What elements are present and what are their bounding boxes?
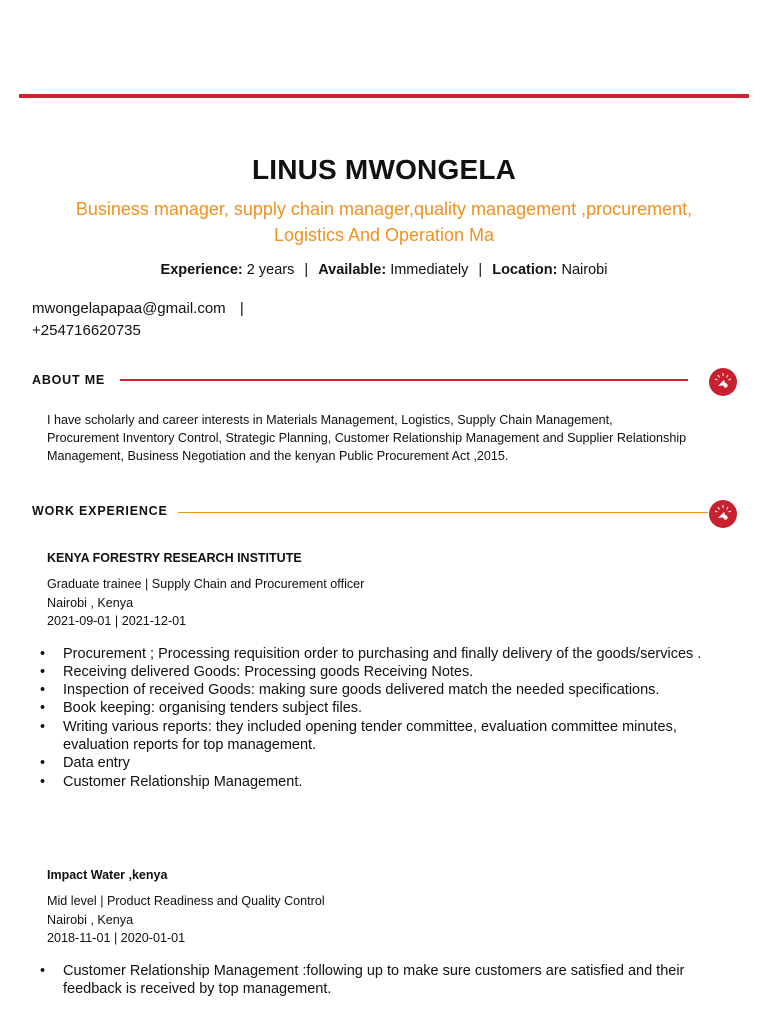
list-item: • Data entry [40, 755, 130, 772]
bullet-text: Customer Relationship Management. [63, 773, 303, 790]
about-divider [120, 379, 688, 381]
location-value: Nairobi [561, 262, 608, 278]
available-label: Available: [318, 262, 387, 278]
about-heading: ABOUT ME [32, 373, 106, 387]
contact-block [32, 298, 244, 342]
email-link[interactable]: mwongelapapaa@gmail.com [32, 300, 226, 317]
job-dates: 2018-11-01 | 2020-01-01 [47, 931, 186, 945]
bullet-text: Inspection of received Goods: making sure goods delivered match the needed specifications. [63, 682, 660, 699]
list-item: • Inspection of received Goods: making sure goods delivered match the needed specifications. [40, 682, 660, 699]
meta-separator: | [478, 262, 483, 278]
company-name: Impact Water ,kenya [47, 868, 168, 882]
meta-separator: | [304, 262, 309, 278]
about-text: I have scholarly and career interests in Materials Management, Logistics, Supply Chain Management, Procurement Inventory Control, Strategic Planning, Customer Relationship Management and Supplier Relationship Management, Business Negotiation and the kenyan Public Procurement Act ,2015. [47, 413, 687, 463]
phone-number[interactable]: +254716620735 [32, 322, 141, 339]
list-item: • Receiving delivered Goods: Processing goods Receiving Notes. [40, 663, 474, 680]
job-responsibilities [40, 645, 707, 791]
job-location: Nairobi , Kenya [47, 912, 134, 927]
section-badge-icon [709, 500, 737, 528]
job-role: Mid level | Product Readiness and Quality Control [47, 894, 325, 908]
bullet-text: Data entry [63, 755, 130, 772]
work-heading: WORK EXPERIENCE [32, 504, 168, 518]
available-value: Immediately [390, 262, 469, 278]
job-location: Nairobi , Kenya [47, 595, 134, 610]
job-entry [40, 868, 707, 998]
list-item: • Book keeping: organising tenders subject files. [40, 700, 363, 717]
section-badge-icon [709, 368, 737, 396]
bullet-text: Procurement ; Processing requisition order to purchasing and finally delivery of the goods/services . [63, 645, 702, 662]
experience-value: 2 years [246, 262, 295, 278]
candidate-summary-line [0, 262, 768, 278]
list-item: • Writing various reports: they included opening tender committee, evaluation committee minutes, evaluation reports for top management. [40, 718, 677, 753]
location-label: Location: [492, 262, 558, 278]
candidate-headline: Business manager, supply chain manager,quality management ,procurement, Logistics And Operation Ma [75, 199, 693, 245]
experience-label: Experience: [160, 262, 243, 278]
candidate-name: LINUS MWONGELA [251, 154, 517, 185]
header-rule [19, 94, 749, 98]
bullet-text: Receiving delivered Goods: Processing goods Receiving Notes. [63, 663, 474, 680]
job-dates: 2021-09-01 | 2021-12-01 [47, 614, 187, 628]
job-role: Graduate trainee | Supply Chain and Procurement officer [47, 577, 365, 591]
company-name: KENYA FORESTRY RESEARCH INSTITUTE [47, 551, 302, 565]
list-item: • Customer Relationship Management. [40, 773, 303, 790]
contact-separator: | [239, 300, 244, 317]
job-entry [40, 551, 707, 791]
bullet-text: Book keeping: organising tenders subject files. [63, 700, 363, 717]
job-responsibilities [40, 962, 707, 999]
work-divider [178, 512, 708, 513]
bullet-text: Customer Relationship Management :following up to make sure customers are satisfied and their feedback is received by top management. [63, 962, 685, 997]
list-item: • Procurement ; Processing requisition order to purchasing and finally delivery of the goods/services . [40, 645, 702, 662]
bullet-text: Writing various reports: they included opening tender committee, evaluation committee minutes, evaluation reports for top management. [63, 718, 677, 753]
list-item: • Customer Relationship Management :following up to make sure customers are satisfied and their feedback is received by top management. [40, 962, 685, 997]
